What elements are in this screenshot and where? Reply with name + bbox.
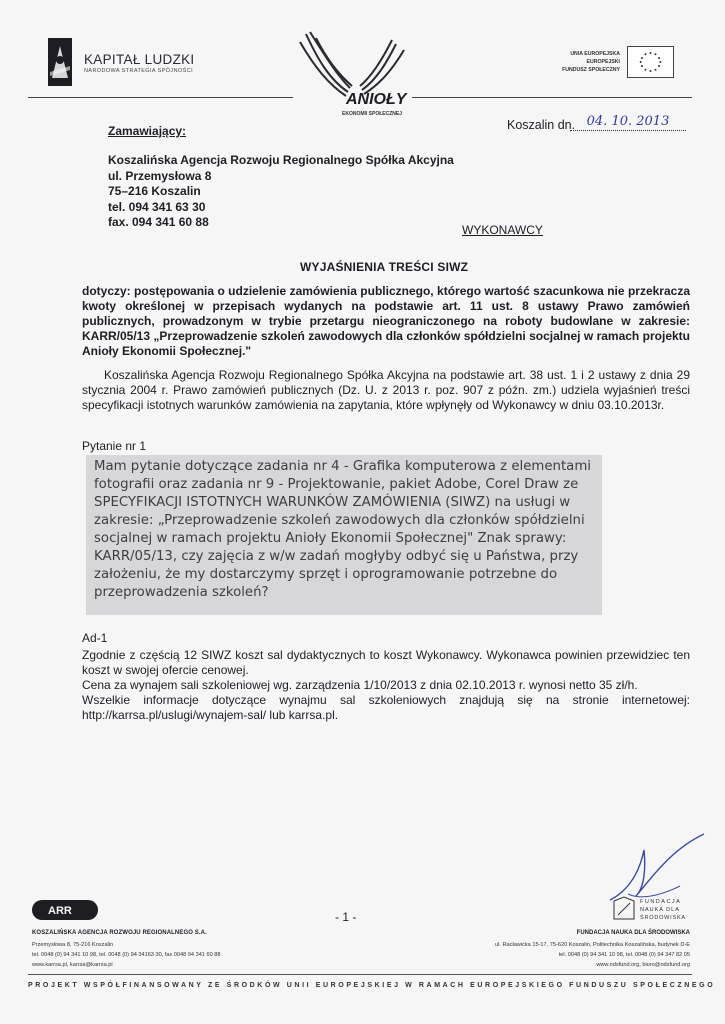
nds-logo-line: ŚRODOWISKA xyxy=(640,915,686,921)
footer-right-address xyxy=(380,940,690,970)
footer-line: tel. 0048 (0) 94 341 10 98, tel. 0048 (0) 94 347 82 05 xyxy=(558,952,690,958)
intro-paragraph: Koszalińska Agencja Rozwoju Regionalnego Spółka Akcyjna na podstawie art. 38 ust. 1 i 2 ustawy z dnia 29 stycznia 2004 r. Prawo zamówień publicznych (Dz. U. z 2013 r. poz. 907 z późn. zm.) udziela wyjaśnień treści specyfikacji istotnych warunków zamówienia na zapytania, które wpłynęły od Wykonawcy w dniu 03.10.2013r. xyxy=(82,368,690,412)
eu-text-line: UNIA EUROPEJSKA xyxy=(570,51,620,57)
answer-label: Ad-1 xyxy=(82,631,108,645)
address-line: tel. 094 341 63 30 xyxy=(108,199,206,214)
page-number: - 1 - xyxy=(335,910,357,924)
footer-line: ul. Racławicka 15-17, 75-620 Koszalin, Politechnika Koszalińska, budynek D-E xyxy=(495,942,690,948)
address-line: Koszalińska Agencja Rozwoju Regionalnego Spółka Akcyjna xyxy=(108,153,454,167)
kapital-ludzki-logo-icon xyxy=(48,38,72,86)
header-rule-left xyxy=(28,97,293,98)
nds-logo-line: NAUKA DLA xyxy=(640,907,680,913)
question-text: Mam pytanie dotyczące zadania nr 4 - Grafika komputerowa z elementami fotografii oraz zadania nr 9 - Projektowanie, pakiet Adobe, Corel Draw ze SPECYFIKACJI ISTOTNYCH WARUNKÓW ZAMÓWIENIA (SIWZ) na usługi w zakresie: „Przeprowadzenie szkoleń zawodowych dla członków spółdzielni socjalnej w ramach projektu Anioły Ekonomii Społecznej" Znak sprawy: KARR/05/13, czy zajęcia z w/w zadań mogłyby odbyć się u Państwa, przy założeniu, że my dostarczymy sprzęt i oprogramowanie potrzebne do przeprowadzenia szkoleń? xyxy=(94,459,591,600)
address-line: fax. 094 341 60 88 xyxy=(108,215,209,229)
eu-text xyxy=(540,50,620,74)
footer-rule xyxy=(28,974,692,975)
nds-logo-line: FUNDACJA xyxy=(640,899,682,905)
document-title: WYJAŚNIENIA TREŚCI SIWZ xyxy=(300,260,469,274)
kapital-ludzki-subtitle: NARODOWA STRATEGIA SPÓJNOŚCI xyxy=(84,68,193,74)
anioly-logo-name: ANIOŁY xyxy=(346,91,407,108)
anioly-logo xyxy=(296,30,420,120)
subject-paragraph: dotyczy: postępowania o udzielenie zamówienia publicznego, którego wartość szacunkowa nie przekracza kwoty określonej w przepisach wydanych na podstawie art. 11 ust. 8 ustawy Prawo zamówień publicznych, prowadzonym w trybie przetargu nieograniczonego na roboty budowlane w zakresie: KARR/05/13 „Przeprowadzenie szkoleń zawodowych dla członków spółdzielni socjalnej w ramach projektu Anioły Ekonomii Społecznej." xyxy=(82,284,690,358)
address-line: 75–216 Koszalin xyxy=(108,184,201,198)
wykonawcy-heading: WYKONAWCY xyxy=(462,223,543,237)
arr-logo-icon xyxy=(32,900,98,920)
footer-line: www.ndsfund.org, biuro@ndsfund.org xyxy=(596,962,690,968)
zamawiajacy-label: Zamawiający: xyxy=(108,124,187,138)
footer-line: Przemysłowa 8, 75-216 Koszalin xyxy=(32,942,114,948)
footer-right-title: FUNDACJA NAUKA DLA ŚRODOWISKA xyxy=(576,930,690,936)
anioly-logo-subtitle: EKONOMII SPOŁECZNEJ xyxy=(342,111,403,117)
zamawiajacy-address xyxy=(108,153,454,231)
footer-line: www.karrsa.pl, karrsa@karrsa.pl xyxy=(32,962,113,968)
cofinancing-note: PROJEKT WSPÓŁFINANSOWANY ZE ŚRODKÓW UNII EUROPEJSKIEJ W RAMACH EUROPEJSKIEGO FUNDUSZU SPOŁECZNEGO xyxy=(28,982,716,989)
eu-text-line: EUROPEJSKI xyxy=(586,59,620,65)
eu-flag-icon xyxy=(627,46,674,78)
nds-logo-icon xyxy=(610,893,698,925)
answer-paragraph: Cena za wynajem sali szkoleniowej wg. zarządzenia 1/10/2013 z dnia 02.10.2013 r. wynosi netto 35 zł/h. xyxy=(82,678,638,692)
answer-text xyxy=(82,648,690,723)
address-line: ul. Przemysłowa 8 xyxy=(108,168,212,183)
answer-paragraph: Zgodnie z częścią 12 SIWZ koszt sal dydaktycznych to koszt Wykonawcy. Wykonawca powinien przewidziec ten koszt w swojej ofercie cenowej. xyxy=(82,648,690,677)
header-rule-right xyxy=(412,97,692,98)
wings-icon xyxy=(300,32,404,96)
date-label: Koszalin dn. xyxy=(507,118,576,132)
date-handwritten: 04. 10. 2013 xyxy=(570,114,686,131)
kapital-ludzki-title: KAPITAŁ LUDZKI xyxy=(84,52,195,67)
footer-line: tel. 0048 (0) 94 341 10 98, tel. 0048 (0) 94 34163 30, fax 0048 94 341 60 88 xyxy=(32,952,221,958)
question-label: Pytanie nr 1 xyxy=(82,439,147,453)
footer-left-title: KOSZALIŃSKA AGENCJA ROZWOJU REGIONALNEGO S.A. xyxy=(32,930,207,936)
eu-text-line: FUNDUSZ SPOŁECZNY xyxy=(562,67,620,73)
arr-logo-text: ARR xyxy=(48,905,72,917)
answer-paragraph: Wszelkie informacje dotyczące wynajmu sal szkoleniowych znajdują się na stronie internetowej: http://karrsa.pl/uslugi/wynajem-sal/ lub karrsa.pl. xyxy=(82,693,690,722)
footer-left-address xyxy=(32,940,220,970)
